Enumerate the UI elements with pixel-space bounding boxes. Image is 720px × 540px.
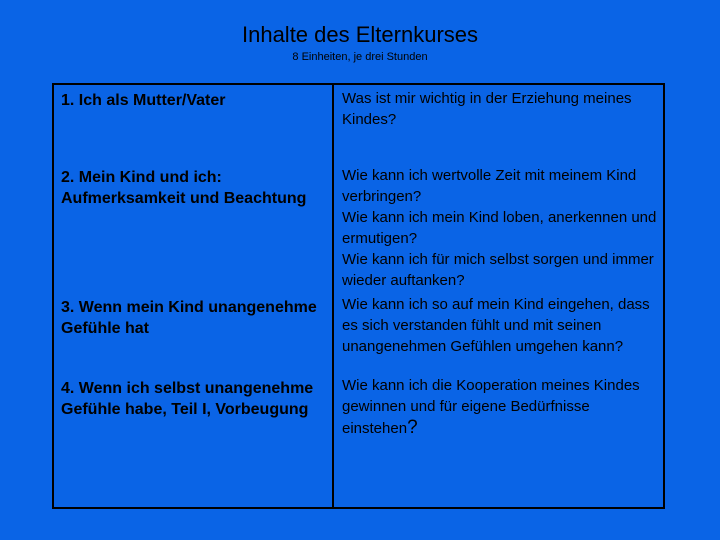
page-subtitle: 8 Einheiten, je drei Stunden xyxy=(292,51,428,63)
question-text: Wie kann ich für mich selbst sorgen und immer wieder auftanken? xyxy=(342,251,654,289)
table-row-4-topic: 4. Wenn ich selbst unangenehme Gefühle habe, Teil I, Vorbeugung xyxy=(61,380,314,418)
question-text: Wie kann ich so auf mein Kind eingehen, dass es sich verstanden fühlt und mit seinen unangenehmen Gefühlen umgehen kann? xyxy=(342,296,650,355)
table-row-3-questions xyxy=(342,294,660,357)
table-row-3-topic: 3. Wenn mein Kind unangenehme Gefühle hat xyxy=(61,299,317,337)
question-text: Wie kann ich mein Kind loben, anerkennen und ermutigen? xyxy=(342,209,657,247)
table-row-1-topic: 1. Ich als Mutter/Vater xyxy=(61,92,226,109)
question-body: Wie kann ich die Kooperation meines Kindes gewinnen und für eigene Bedürfnisse einstehen xyxy=(342,377,640,437)
table-row-2-topic: 2. Mein Kind und ich: Aufmerksamkeit und Beachtung xyxy=(61,169,307,207)
question-text: Wie kann ich wertvolle Zeit mit meinem Kind verbringen? xyxy=(342,167,637,205)
table-row-2-questions xyxy=(342,165,660,291)
table-row-4-questions xyxy=(342,375,660,439)
question-text xyxy=(342,375,660,439)
question-text: Was ist mir wichtig in der Erziehung meines Kindes? xyxy=(342,90,632,128)
table-column-divider xyxy=(332,83,334,509)
table-row-1-questions xyxy=(342,88,660,130)
question-mark: ? xyxy=(407,417,418,438)
page-title: Inhalte des Elternkurses xyxy=(241,22,479,47)
